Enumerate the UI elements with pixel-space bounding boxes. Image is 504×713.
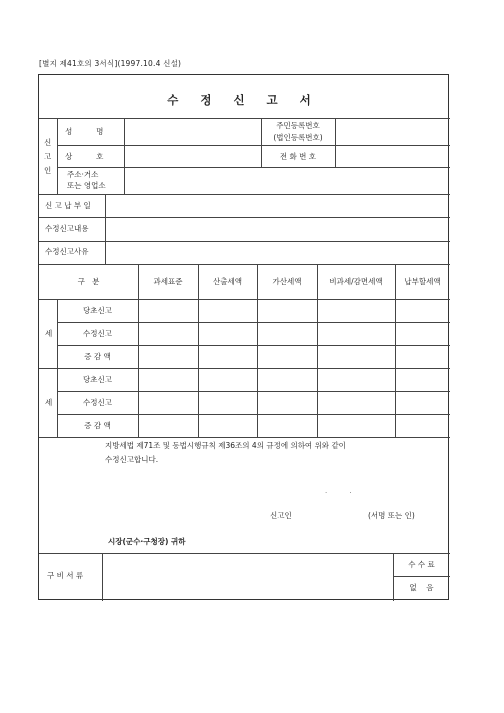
applicant-label-char: 인 [44,166,52,175]
date-marks: . . [325,487,352,495]
column-header: 산출세액 [213,277,242,286]
row-label: 증 감 액 [84,421,111,430]
row-label: 수정신고 [83,398,112,407]
applicant-label-char: 고 [44,152,52,161]
report-date-label: 신 고 납 부 일 [45,201,91,210]
address-label: 주소·거소 [67,170,99,179]
corporate-no-label: (법인등록번호) [273,133,323,142]
declaration-text: 수정신고합니다. [105,455,159,464]
row-label: 수정신고 [83,329,112,338]
form-title: 수 정 신 고 서 [167,93,320,107]
row-label: 당초신고 [83,375,112,384]
column-header: 납부할세액 [404,277,441,286]
addressee: 시장(군수·구청장) 귀하 [108,537,186,546]
phone-label: 전 화 번 호 [279,152,317,161]
attachments-label: 구 비 서 류 [47,571,84,580]
form-header: [별지 제41호의 3서식](1997.10.4 신설) [39,59,182,68]
amend-reason-label: 수정신고사유 [45,247,89,256]
declaration-text: 지방세법 제71조 및 동법시행규칙 제36조의 4의 규정에 의하여 위와 같이 [105,441,346,450]
fee-label: 수 수 료 [408,560,435,569]
row-label: 증 감 액 [84,352,111,361]
signature-label: (서명 또는 인) [368,511,415,520]
tax-group-label: 세 [45,329,53,338]
amendment-report-form [38,74,449,600]
column-header: 비과세/감면세액 [329,277,383,286]
fee-value: 없 음 [409,583,434,592]
column-header: 가산세액 [272,277,302,286]
tax-group-label: 세 [45,398,53,407]
resident-no-label: 주민등록번호 [276,121,320,130]
category-header: 구 분 [77,277,100,286]
row-label: 당초신고 [83,306,112,315]
amend-content-label: 수정신고내용 [45,224,89,233]
name-label: 성 명 [65,127,104,136]
reporter-label: 신고인 [270,511,292,520]
applicant-label-char: 신 [44,138,52,147]
trade-name-label: 상 호 [65,152,104,161]
business-place-label: 또는 영업소 [67,181,106,190]
column-header: 과세표준 [153,277,183,286]
